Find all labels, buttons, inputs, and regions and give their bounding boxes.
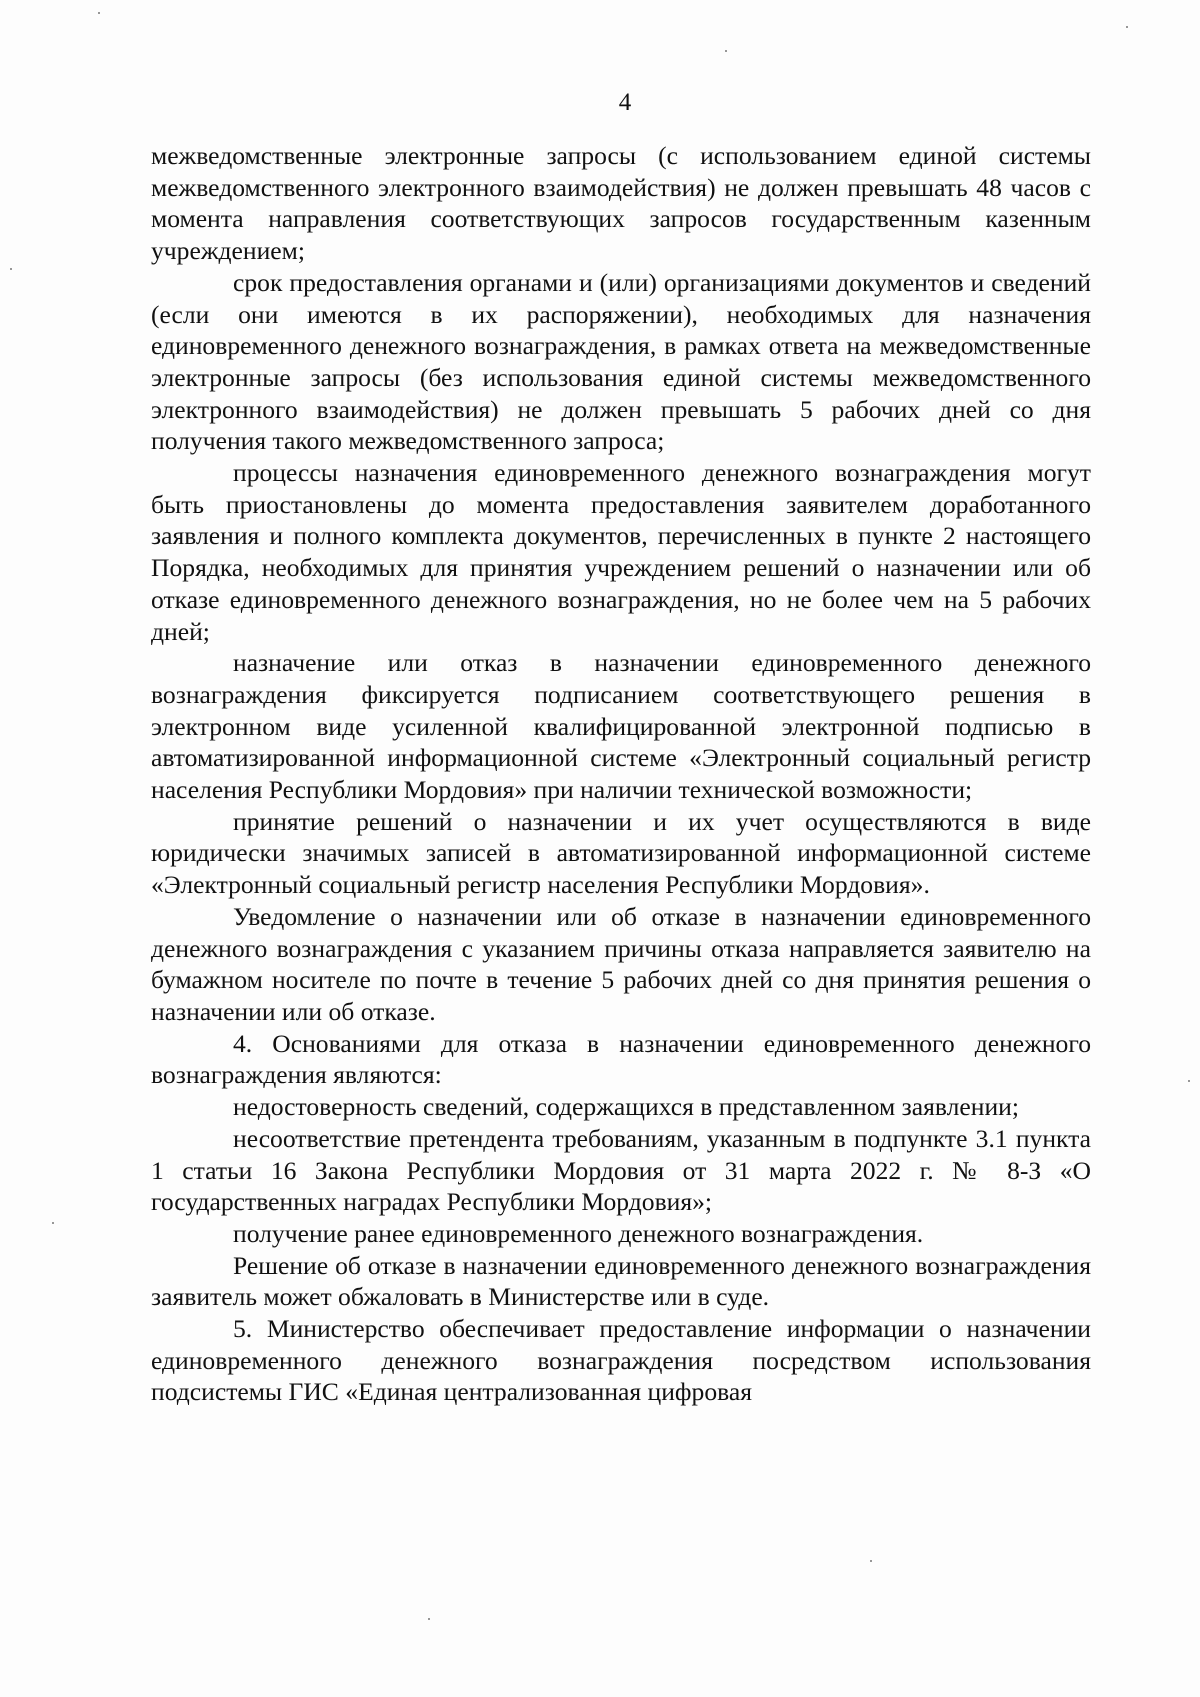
paragraph-5: принятие решений о назначении и их учет осуществляются в виде юридически значимых записей в автоматизированной информационной системе «Электронный социальный регистр населения Республики Мордовия». xyxy=(151,806,1091,900)
scan-speck xyxy=(428,1618,430,1620)
document-body xyxy=(151,140,1091,1408)
paragraph-2: срок предоставления органами и (или) организациями документов и сведений (если они имеются в их распоряжении), необходимых для назначения единовременного денежного вознаграждения, в рамках ответа на межведомственные электронные запросы (без использования единой системы межведомственного электронного взаимодействия) не должен превышать 5 рабочих дней со дня получения такого межведомственного запроса; xyxy=(151,267,1091,456)
page-number: 4 xyxy=(618,89,632,116)
scan-speck xyxy=(1188,1080,1190,1082)
paragraph-7: 4. Основаниями для отказа в назначении единовременного денежного вознаграждения являются: xyxy=(151,1028,1091,1090)
scan-speck xyxy=(98,12,100,14)
paragraph-4: назначение или отказ в назначении единовременного денежного вознаграждения фиксируется подписанием соответствующего решения в электронном виде усиленной квалифицированной электронной подписью в автоматизированной информационной системе «Электронный социальный регистр населения Республики Мордовия» при наличии технической возможности; xyxy=(151,648,1091,805)
paragraph-6: Уведомление о назначении или об отказе в назначении единовременного денежного вознаграждения с указанием причины отказа направляется заявителю на бумажном носителе по почте в течение 5 рабочих дней со дня принятия решения о назначении или об отказе. xyxy=(151,901,1091,1026)
paragraph-3: процессы назначения единовременного денежного вознаграждения могут быть приостановлены до момента предоставления заявителем доработанного заявления и полного комплекта документов, перечисленных в пункте 2 настоящего Порядка, необходимых для принятия учреждением решений о назначении или об отказе единовременного денежного вознаграждения, но не более чем на 5 рабочих дней; xyxy=(151,458,1091,646)
paragraph-8: недостоверность сведений, содержащихся в представленном заявлении; xyxy=(233,1092,1019,1122)
scan-speck xyxy=(10,268,12,270)
scan-speck xyxy=(870,1560,872,1562)
scan-speck xyxy=(52,1222,54,1224)
paragraph-1: межведомственные электронные запросы (с использованием единой системы межведомственного электронного взаимодействия) не должен превышать 48 часов с момента направления соответствующих запросов государственным казенным учреждением; xyxy=(151,141,1091,266)
scan-speck xyxy=(1126,26,1128,28)
scan-speck xyxy=(725,50,727,52)
paragraph-12: 5. Министерство обеспечивает предоставление информации о назначении единовременного денежного вознаграждения посредством использования подсистемы ГИС «Единая централизованная цифровая xyxy=(151,1314,1091,1407)
paragraph-10: получение ранее единовременного денежного вознаграждения. xyxy=(233,1218,924,1248)
paragraph-9: несоответствие претендента требованиям, указанным в подпункте 3.1 пункта 1 статьи 16 Закона Республики Мордовия от 31 марта 2022 г. № 8-З «О государственных наградах Республики Мордовия»; xyxy=(151,1123,1091,1217)
paragraph-11: Решение об отказе в назначении единовременного денежного вознаграждения заявитель может обжаловать в Министерстве или в суде. xyxy=(151,1250,1091,1312)
